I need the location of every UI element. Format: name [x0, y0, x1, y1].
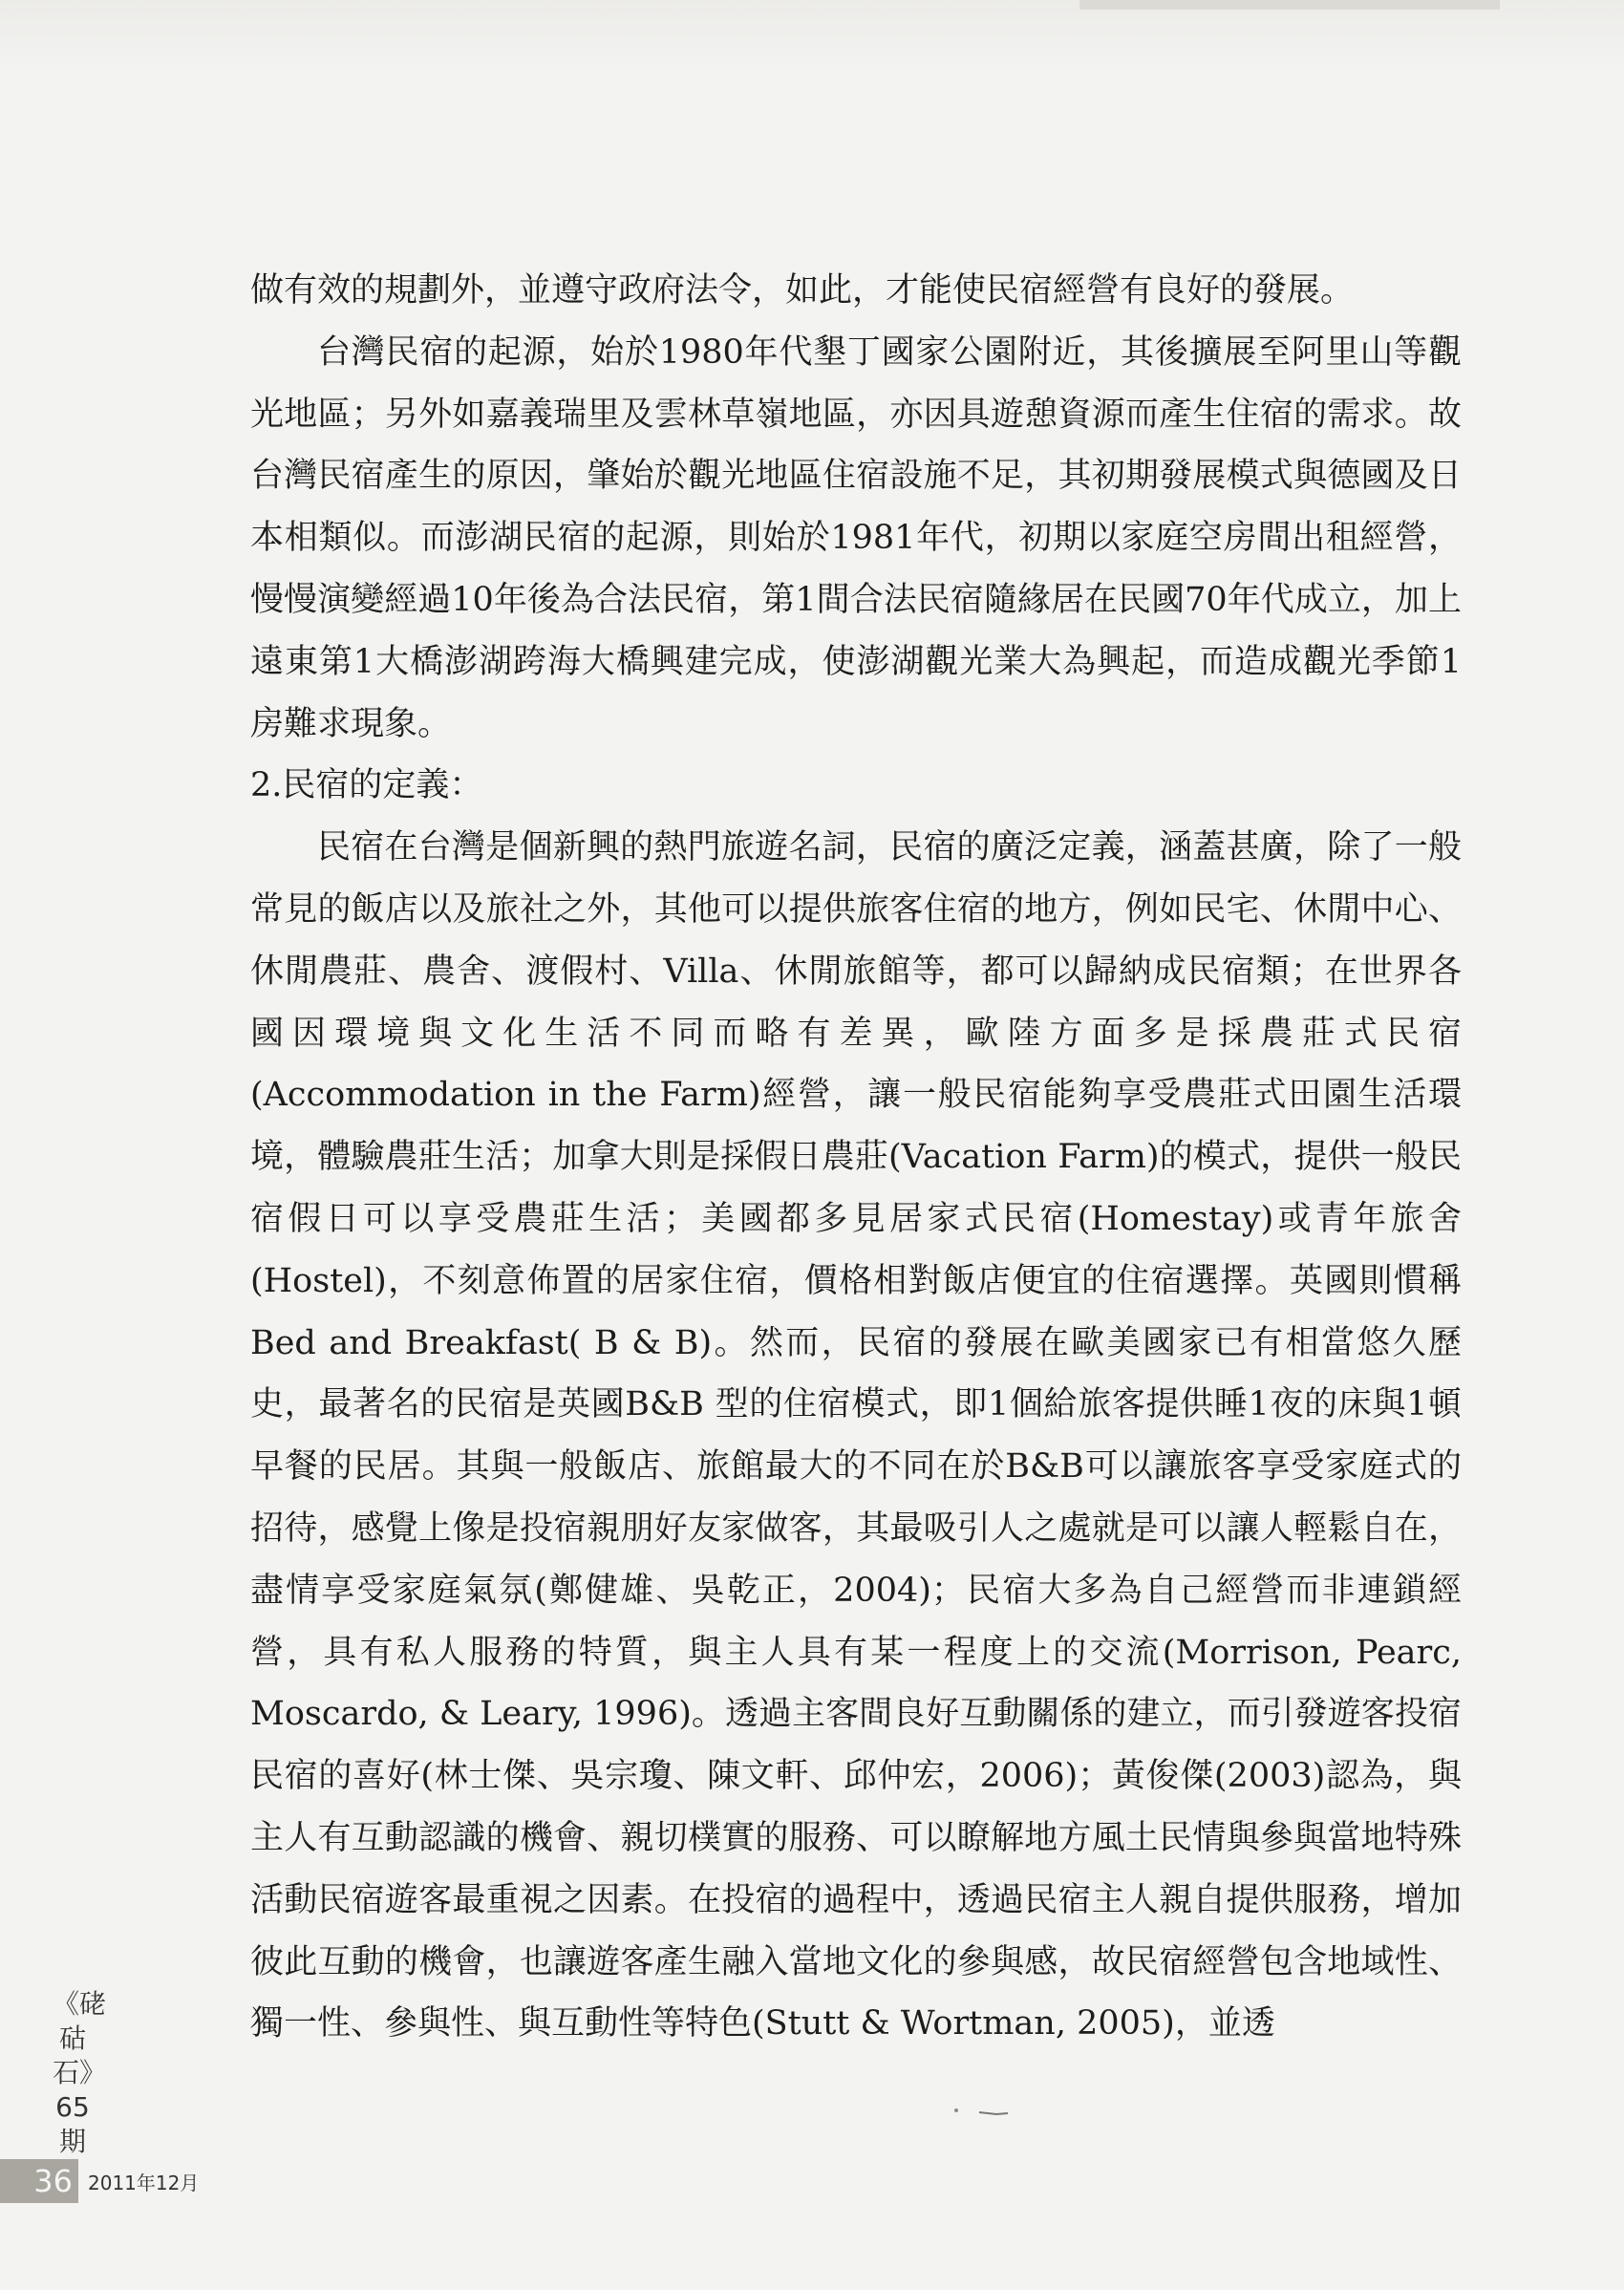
- scan-edge-mark: [1079, 0, 1500, 10]
- issue-date: 2011年12月: [88, 2171, 200, 2194]
- paragraph-continuation: 做有效的規劃外，並遵守政府法令，如此，才能使民宿經營有良好的發展。: [250, 271, 1355, 310]
- page-folio: [0, 2159, 199, 2203]
- scan-speck-mark: [951, 2107, 1017, 2118]
- paragraph-definition: 民宿在台灣是個新興的熱門旅遊名詞，民宿的廣泛定義，涵蓋甚廣，除了一般常見的飯店以及旅社之外，其他可以提供旅客住宿的地方，例如民宅、休閒中心、休閒農莊、農舍、渡假村、Villa、休閒旅館等，都可以歸納成民宿類；在世界各國因環境與文化生活不同而略有差異，歐陸方面多是採農莊式民宿(Accommodation in the Farm)經營，讓一般民宿能夠享受農莊式田園生活環境，體驗農莊生活；加拿大則是採假日農莊(Vacation Farm)的模式，提供一般民宿假日可以享受農莊生活；美國都多見居家式民宿(Homestay)或青年旅舍(Hostel)，不刻意佈置的居家住宿，價格相對飯店便宜的住宿選擇。英國則慣稱Bed and Breakfast( B & B)。然而，民宿的發展在歐美國家已有相當悠久歷史，最著名的民宿是英國B&B 型的住宿模式，即1個給旅客提供睡1夜的床與1頓早餐的民居。其與一般飯店、旅館最大的不同在於B&B可以讓旅客享受家庭式的招待，感覺上像是投宿親朋好友家做客，其最吸引人之處就是可以讓人輕鬆自在，盡情享受家庭氣氛(鄭健雄、吳乾正，2004)；民宿大多為自己經營而非連鎖經營，具有私人服務的特質，與主人具有某一程度上的交流(Morrison, Pearc, Moscardo, & Leary, 1996)。透過主客間良好互動關係的建立，而引發遊客投宿民宿的喜好(林士傑、吳宗瓊、陳文軒、邱仲宏，2006)；黃俊傑(2003)認為，與主人有互動認識的機會、親切樸實的服務、可以瞭解地方風土民情與參與當地特殊活動民宿遊客最重視之因素。在投宿的過程中，透過民宿主人親自提供服務，增加彼此互動的機會，也讓遊客產生融入當地文化的參與感，故民宿經營包含地域性、獨一性、參與性、與互動性等特色(Stutt & Wortman, 2005)，並透: [250, 828, 1462, 2044]
- paragraph-origin: 台灣民宿的起源，始於1980年代墾丁國家公園附近，其後擴展至阿里山等觀光地區；另外如嘉義瑞里及雲林草嶺地區，亦因具遊憩資源而產生住宿的需求。故台灣民宿產生的原因，肇始於觀光地區住宿設施不足，其初期發展模式與德國及日本相類似。而澎湖民宿的起源，則始於1981年代，初期以家庭空房間出租經營，慢慢演變經過10年後為合法民宿，第1間合法民宿隨緣居在民國70年代成立，加上遠東第1大橋澎湖跨海大橋興建完成，使澎湖觀光業大為興起，而造成觀光季節1房難求現象。: [250, 332, 1462, 743]
- section-heading: 2.民宿的定義：: [250, 766, 483, 805]
- page-number: 36: [0, 2159, 78, 2203]
- page-top-band: [0, 0, 1624, 67]
- article-body: [250, 260, 1462, 2055]
- publication-title-vertical: 《硓𥑮石》65期: [53, 1988, 107, 2157]
